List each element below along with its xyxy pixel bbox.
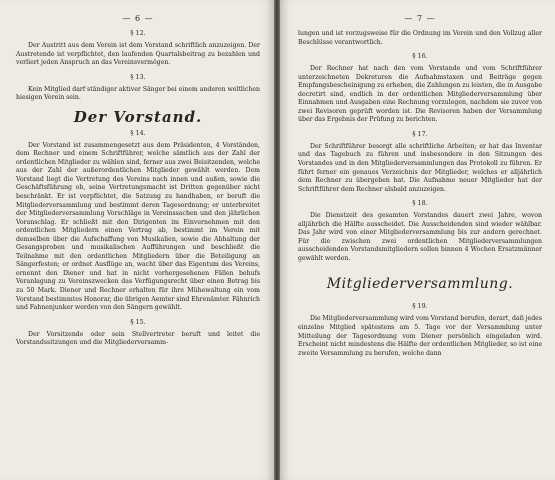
section-text-15: Der Vorsitzende oder sein Stellvertreter beruft und leitet die Vorstandssitzungen und die Mitgliederversamm-: [16, 330, 260, 347]
left-page: [0, 0, 274, 480]
left-page-column: [16, 0, 260, 348]
section-title-18: § 18.: [412, 200, 428, 208]
chapter-heading-mitgliederversammlung: Mitgliederversammlung.: [326, 276, 514, 293]
page-number: — 6 —: [122, 14, 154, 23]
section-text-17: Der Schriftführer besorgt alle schriftliche Arbeiten; er hat das Inventar und das Tagebuch zu führen und insbesondere in den Sitzungen des Vorstandes und in den Mitgliederversammlungen das Protokoll zu führen. Er führt ferner ein genaues Verzeichnis der Mitglieder, welches er alljährlich dem Rechner zu übergeben hat. Die Aufnahme neuer Mitglieder hat der Schriftführer dem Rechner alsbald anzuzeigen.: [298, 142, 542, 193]
section-text-14: Der Vorstand ist zusammengesetzt aus dem Präsidenten, 4 Vorständen, dem Rechner und einem Schriftführer, welche sämtlich aus der Zahl der ordentlichen Mitglieder zu wählen sind, ferner aus zwei Beisitzenden, welche aus der Zahl der außerordentlichen Mitglieder gewählt werden. Dem Vorstand liegt die Vertretung des Vereins nach innen und außen, sowie die Geschäftsführung ob, seine Vertretungsmacht ist Dritten gegenüber nicht beschränkt. Er ist verpflichtet, die Satzung zu handhaben, er beruft die Mitgliederversammlung und bestimmt deren Tagesordnung; er unterbreitet der Mitgliederversammlung Vorschläge in Vereinssachen und den jährlichen Voranschlag. Er schließt mit den Dirigenten im Einvernehmen mit den ordentlichen Mitgliedern einen Vertrag ab, bestimmt im Verein mit demselben über die Aufschaffung von Musikalien, sowie die Abhaltung der Gesangsproben und musikalischen Aufführungen und beschließt die Teilnahme mit den ordentlichen Mitgliedern über die Beteiligung an Sängerfesten; er ordnet Ausflüge an, wacht über das Eigentum des Vereins, ernennt den Diener und hat in nicht vorhergesehenen Fällen behufs Veranlagung zu Vereinszwecken das Verfügungsrecht über einen Betrag bis zu 50 Mark. Diener und Rechner erhalten für ihre Mühewaltung ein vom Vorstand bestimmtes Honorar, die übrigen Aemter sind Ehrenämter. Fähnrich und Fahnenjunker werden von den Sängern gewählt.: [16, 141, 260, 312]
chapter-heading-vorstand: Der Vorstand.: [73, 107, 203, 126]
section-title-12: § 12.: [130, 30, 146, 37]
right-page: [280, 0, 555, 480]
continued-text: lungen und ist vorzugsweise für die Ordnung im Verein und den Vollzug aller Beschlüsse verantwortlich.: [298, 30, 542, 46]
section-text-19: Die Mitgliederversammlung wird vom Vorstand berufen, derart, daß jedes einzelne Mitglied spätestens am 5. Tage vor der Versammlung unter Mitteilung der Tagesordnung vom Diener persönlich eingeladen wird. Erscheint nicht mindestens die Hälfte der ordentlichen Mitglieder, so ist eine zweite Versammlung zu berufen, welche dann: [298, 315, 542, 357]
section-text-18: Die Dienstzeit des gesamten Vorstandes dauert zwei Jahre, wovon alljährlich die Hälfte ausscheidet. Die Ausscheidenden sind wieder wählbar. Das Jahr wird von einer Mitgliederversammlung bis zur andern gerechnet. Für die zwischen zwei ordentlichen Mitgliederversammlungen ausscheidenden Vorstandsmitgliedern sollen binnen 4 Wochen Ersatzmänner gewählt werden.: [298, 212, 542, 262]
section-title-17: § 17.: [412, 130, 428, 138]
section-title-19: § 19.: [412, 303, 428, 311]
section-text-13: Kein Mitglied darf ständiger aktiver Sänger bei einem anderen weltlichen hiesigen Verein sein.: [16, 85, 260, 102]
section-text-12: Der Austritt aus dem Verein ist dem Vorstand schriftlich anzuzeigen. Der Austretende ist verpflichtet, den laufenden Quartalsbeitrag zu bezahlen und verliert jeden Anspruch an das Vereinsvermögen.: [16, 42, 260, 67]
section-title-15: § 15.: [130, 318, 146, 326]
right-page-column: [298, 0, 542, 358]
section-title-16: § 16.: [412, 53, 428, 61]
page-number: — 7 —: [404, 14, 436, 23]
section-title-13: § 13.: [130, 73, 146, 81]
section-title-14: § 14.: [130, 129, 146, 137]
section-text-16: Der Rechner hat nach den vom Vorstande und vom Schriftführer unterzeichneten Dekreturen die Aufnahmstaxen und Beiträge gegen Empfangsbescheinigung zu erheben, die Zahlungen zu leisten, die in Ausgabe decretirt sind, endlich in der ordentlichen Mitgliederversammlung über Einnahmen und Ausgaben eine Rechnung vorzulegen, nachdem sie zuvor von zwei Revisoren geprüft worden ist. Die Revisoren haben der Versammlung über das Ergebnis der Prüfung zu berichten.: [298, 65, 542, 124]
